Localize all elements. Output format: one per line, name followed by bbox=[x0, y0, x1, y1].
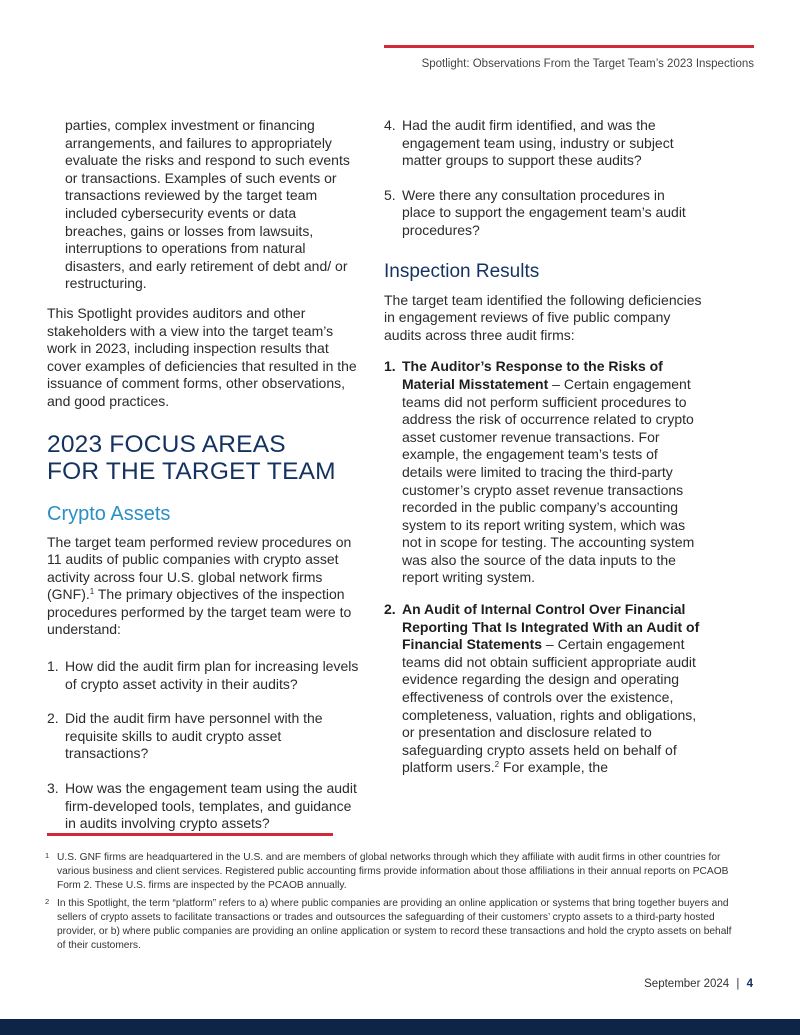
left-column bbox=[47, 117, 360, 850]
header-rule bbox=[384, 45, 754, 48]
list-text: How was the engagement team using the audit firm-developed tools, templates, and guidance in audits involving crypto assets? bbox=[65, 780, 357, 832]
bottom-band bbox=[0, 1019, 800, 1035]
running-title: Spotlight: Observations From the Target Team’s 2023 Inspections bbox=[421, 58, 754, 70]
result-number: 2. bbox=[384, 601, 396, 618]
body-paragraph-part1: The target team performed review procedures on 11 audits of public companies with crypto asset activity across four U.S. global network firms (GNF). bbox=[47, 533, 352, 603]
list-text: Did the audit firm have personnel with the requisite skills to audit crypto asset transactions? bbox=[65, 710, 323, 762]
right-column bbox=[384, 117, 702, 791]
footnotes bbox=[45, 851, 735, 957]
list-number: 2. bbox=[47, 710, 59, 727]
body-paragraph-part2: The primary objectives of the inspection procedures performed by the target team were to understand: bbox=[47, 586, 352, 638]
result-item bbox=[384, 358, 702, 587]
list-item bbox=[384, 187, 702, 240]
section-heading-line1: 2023 FOCUS AREAS bbox=[47, 430, 286, 458]
footnote-2 bbox=[45, 897, 735, 953]
footnote-number: 2 bbox=[45, 897, 50, 906]
list-number: 4. bbox=[384, 117, 396, 133]
list-number: 1. bbox=[47, 658, 59, 675]
result-text-tail: For example, the bbox=[499, 759, 608, 776]
objectives-list bbox=[47, 658, 360, 833]
list-text: Had the audit firm identified, and was the engagement team using, industry or subject matter groups to support these audits? bbox=[402, 117, 674, 169]
page-footer bbox=[644, 978, 753, 990]
section-heading-line2: FOR THE TARGET TEAM bbox=[47, 457, 336, 485]
list-item bbox=[47, 710, 360, 763]
result-text: – Certain engagement teams did not obtain sufficient appropriate audit evidence regarding the design and operating effectiveness of controls over the existence, completeness, valuation, rights and obligations, or presentation and disclosure related to safeguarding crypto assets held on behalf of platform users. bbox=[402, 636, 697, 776]
list-item bbox=[384, 117, 702, 170]
footnote-ref-1[interactable]: 1 bbox=[89, 587, 95, 597]
list-item bbox=[47, 658, 360, 693]
result-text: – Certain engagement teams did not perform sufficient procedures to address the risk of occurrence related to crypto asset customer revenue transactions. For example, the engagement team’s tests of details were limited to tracing the third-party customer’s crypto asset revenue transactions recorded in the public company’s accounting system to its report writing system, which was not in scope for testing. The accounting system was also the source of the data inputs to the report writing system. bbox=[402, 375, 695, 586]
footnote-text: U.S. GNF firms are headquartered in the U.S. and are members of global networks through which they affiliate with audit firms in other countries for various business and client services. Registered public accounting firms provide information about those affiliations in their annual reports on PCAOB Form 2. These U.S. firms are inspected by the PCAOB annually. bbox=[57, 852, 729, 891]
page-number: 4 bbox=[746, 978, 753, 990]
result-lead: An Audit of Internal Control Over Financial Reporting That Is Integrated With an Audit of Financial Statements bbox=[402, 601, 700, 653]
subheading-inspection-results: Inspection Results bbox=[384, 260, 540, 282]
footer-separator: | bbox=[736, 978, 740, 990]
results-list bbox=[384, 358, 702, 777]
subheading-crypto-assets: Crypto Assets bbox=[47, 502, 171, 525]
list-text: How did the audit firm plan for increasing levels of crypto asset activity in their audits? bbox=[65, 658, 359, 692]
body-paragraph bbox=[47, 534, 360, 640]
intro-paragraph: This Spotlight provides auditors and other stakeholders with a view into the target team’s work in 2023, including inspection results that cover examples of deficiencies that resulted in the issuance of comment forms, other observations, and good practices. bbox=[47, 304, 357, 409]
footnote-ref-2[interactable]: 2 bbox=[494, 760, 500, 770]
list-number: 3. bbox=[47, 780, 59, 797]
list-text: Were there any consultation procedures in place to support the engagement team’s audit procedures? bbox=[402, 186, 686, 238]
footnote-rule bbox=[47, 833, 333, 836]
result-number: 1. bbox=[384, 358, 396, 375]
list-item bbox=[47, 780, 360, 833]
results-intro: The target team identified the following deficiencies in engagement reviews of five public company audits across three audit firms: bbox=[384, 291, 702, 343]
list-number: 5. bbox=[384, 186, 396, 203]
continued-paragraph: parties, complex investment or financing arrangements, and failures to appropriately evaluate the risks and respond to such events or transactions. Examples of such events or transactions reviewed by the target team included cybersecurity events or data breaches, gains or losses from lawsuits, interruptions to operations from natural disasters, and early retirement of debt and/ or restructuring. bbox=[65, 117, 350, 292]
footnote-text: In this Spotlight, the term “platform” refers to a) where public companies are providing an online application or systems that bring together buyers and sellers of crypto assets to facilitate transactions or trades and outsources the safeguarding of their customers’ crypto assets to a third-party hosted provider, or b) where public companies are providing an online application or system to record these transactions and hold the crypto assets on behalf of their customers. bbox=[57, 898, 732, 951]
objectives-list-continued bbox=[384, 117, 702, 240]
section-heading bbox=[47, 431, 360, 485]
footer-date: September 2024 bbox=[644, 978, 730, 990]
footnote-1 bbox=[45, 851, 735, 893]
footnote-number: 1 bbox=[45, 851, 50, 860]
result-lead: The Auditor’s Response to the Risks of Material Misstatement bbox=[402, 358, 663, 392]
result-item bbox=[384, 601, 702, 777]
